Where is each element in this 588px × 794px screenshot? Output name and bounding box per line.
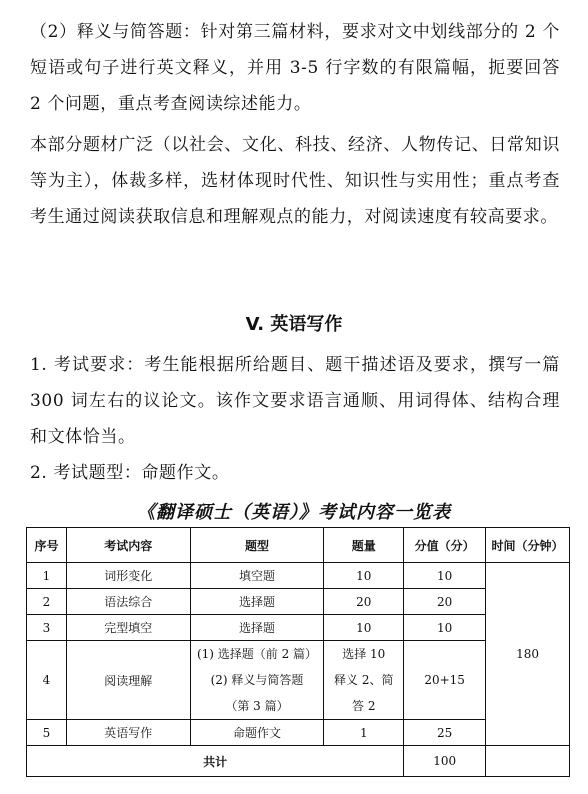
paragraph-explanation-questions: （2）释义与简答题：针对第三篇材料，要求对文中划线部分的 2 个短语或句子进行英文释义，并用 3-5 行字数的有限篇幅，扼要回答 2 个问题，重点考查阅读综述能力。 — [30, 22, 560, 114]
cell-count: 10 — [324, 563, 404, 589]
cell-content: 语法综合 — [66, 589, 190, 615]
cell-line: (1) 选择题（前 2 篇） — [196, 647, 318, 661]
header-score: 分值（分） — [404, 528, 486, 563]
cell-no: 5 — [27, 720, 67, 746]
cell-empty — [486, 746, 570, 777]
cell-content: 阅读理解 — [66, 641, 190, 720]
table-row — [27, 563, 570, 589]
cell-score: 20 — [404, 589, 486, 615]
header-content: 考试内容 — [66, 528, 190, 563]
cell-total-label: 共计 — [27, 746, 404, 777]
paragraph-reading-scope: 本部分题材广泛（以社会、文化、科技、经济、人物传记、日常知识等为主），体裁多样，选材体现时代性、知识性与实用性；重点考查考生通过阅读获取信息和理解观点的能力，对阅读速度有较高要求。 — [30, 135, 560, 227]
cell-type: 选择题 — [190, 589, 324, 615]
exam-content-table — [26, 527, 570, 777]
cell-line: 释义 2、简 — [334, 673, 394, 687]
cell-score: 25 — [404, 720, 486, 746]
cell-no: 2 — [27, 589, 67, 615]
cell-type: 选择题 — [190, 615, 324, 641]
table-caption: 《翻译硕士（英语）》考试内容一览表 — [137, 502, 451, 523]
cell-score: 10 — [404, 615, 486, 641]
cell-no: 3 — [27, 615, 67, 641]
cell-type — [190, 641, 324, 720]
cell-count — [324, 641, 404, 720]
table-header-row — [27, 528, 570, 563]
cell-content: 英语写作 — [66, 720, 190, 746]
paragraph-writing-type: 2. 考试题型：命题作文。 — [30, 463, 230, 483]
cell-no: 1 — [27, 563, 67, 589]
cell-content: 词形变化 — [66, 563, 190, 589]
header-time: 时间（分钟） — [486, 528, 570, 563]
cell-time: 180 — [486, 563, 570, 746]
cell-type: 命题作文 — [190, 720, 324, 746]
cell-line: 选择 10 — [342, 647, 386, 661]
cell-count: 1 — [324, 720, 404, 746]
cell-count: 20 — [324, 589, 404, 615]
cell-no: 4 — [27, 641, 67, 720]
cell-total-score: 100 — [404, 746, 486, 777]
header-type: 题型 — [190, 528, 324, 563]
cell-content: 完型填空 — [66, 615, 190, 641]
cell-line: 答 2 — [352, 699, 376, 713]
section-heading: V. 英语写作 — [245, 314, 343, 335]
table-total-row — [27, 746, 570, 777]
paragraph-writing-requirement: 1. 考试要求：考生能根据所给题目、题干描述语及要求，撰写一篇 300 词左右的议论文。该作文要求语言通顺、用词得体、结构合理和文体恰当。 — [30, 355, 560, 447]
header-count: 题量 — [324, 528, 404, 563]
cell-type: 填空题 — [190, 563, 324, 589]
cell-line: （第 3 篇） — [225, 699, 289, 713]
cell-line: (2) 释义与简答题 — [210, 673, 304, 687]
header-no: 序号 — [27, 528, 67, 563]
cell-score: 20+15 — [404, 641, 486, 720]
cell-score: 10 — [404, 563, 486, 589]
cell-count: 10 — [324, 615, 404, 641]
